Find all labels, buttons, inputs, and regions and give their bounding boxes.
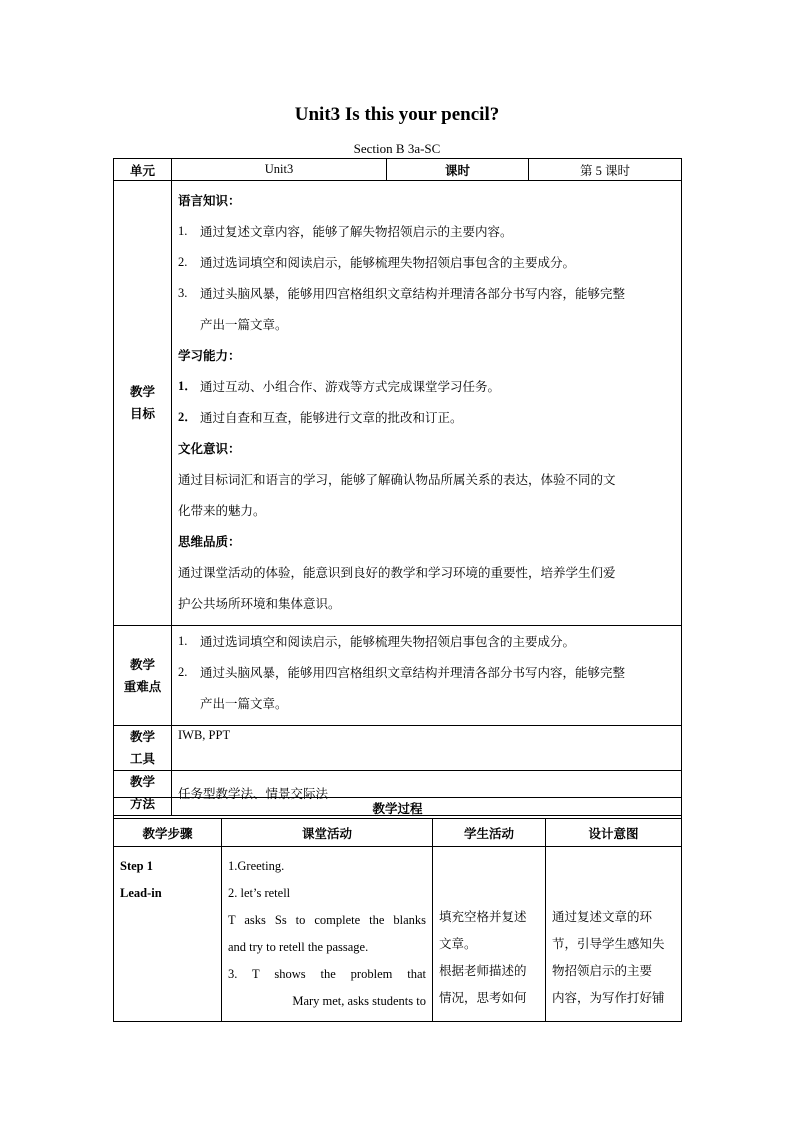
column-student: 学生活动 xyxy=(433,819,546,847)
key-points-label: 教学 重难点 xyxy=(114,626,172,726)
culture-text: 通过目标词汇和语言的学习，能够了解确认物品所属关系的表达，体验不同的文 xyxy=(178,472,616,487)
key-points-content xyxy=(172,626,682,726)
culture-text: 化带来的魅力。 xyxy=(178,503,266,518)
thinking-heading: 思维品质： xyxy=(178,534,241,549)
language-heading: 语言知识： xyxy=(178,193,241,208)
teaching-process-table xyxy=(113,797,682,1022)
tools-value: IWB, PPT xyxy=(172,726,682,771)
ability-heading: 学习能力： xyxy=(178,348,241,363)
column-design: 设计意图 xyxy=(546,819,682,847)
ability-item: 2． 通过自查和互查，能够进行文章的批改和订正。 xyxy=(178,410,463,425)
document-title: Unit3 Is this your pencil? xyxy=(294,104,500,125)
classroom-activity: 1.Greeting. 2. let’s retell T asks Ss to complete the blanks and try to retell the passage. 3. T shows the problem that Mary met, asks students to xyxy=(222,847,433,1022)
thinking-text: 通过课堂活动的体验，能意识到良好的教学和学习环境的重要性，培养学生们爱 xyxy=(178,565,616,580)
document-subtitle: Section B 3a-SC xyxy=(353,141,441,156)
ability-item: 1． 通过互动、小组合作、游戏等方式完成课堂学习任务。 xyxy=(178,379,501,394)
objective-item-continuation: 产出一篇文章。 xyxy=(200,317,288,332)
column-activity: 课堂活动 xyxy=(222,819,433,847)
culture-heading: 文化意识： xyxy=(178,441,241,456)
thinking-text: 护公共场所环境和集体意识。 xyxy=(178,596,341,611)
period-value: 第 5 课时 xyxy=(529,159,682,181)
objective-item: 2. 通过选词填空和阅读启示，能够梳理失物招领启事包含的主要成分。 xyxy=(178,255,576,270)
student-activity: 填充空格并复述 文章。 根据老师描述的 情况，思考如何 xyxy=(433,847,546,1022)
period-label: 课时 xyxy=(387,159,529,181)
unit-label: 单元 xyxy=(114,159,172,181)
methods-label: 教学 方法 xyxy=(114,771,172,816)
objective-item: 1. 通过复述文章内容，能够了解失物招领启示的主要内容。 xyxy=(178,224,513,239)
step-name: Step 1 Lead-in xyxy=(114,847,222,1022)
unit-value: Unit3 xyxy=(172,159,387,181)
objectives-label: 教学 目标 xyxy=(114,181,172,626)
column-step: 教学步骤 xyxy=(114,819,222,847)
objective-item: 3. 通过头脑风暴，能够用四宫格组织文章结构并理清各部分书写内容，能够完整 xyxy=(178,286,626,301)
methods-value: 任务型教学法、情景交际法 xyxy=(172,771,682,816)
key-point-item: 2. 通过头脑风暴，能够用四宫格组织文章结构并理清各部分书写内容，能够完整 xyxy=(178,665,626,680)
design-intent: 通过复述文章的环 节，引导学生感知失 物招领启示的主要 内容，为写作打好铺 xyxy=(546,847,682,1022)
key-point-continuation: 产出一篇文章。 xyxy=(200,696,288,711)
lesson-info-table xyxy=(113,158,682,816)
process-heading: 教学过程 xyxy=(114,798,682,819)
key-point-item: 1. 通过选词填空和阅读启示，能够梳理失物招领启事包含的主要成分。 xyxy=(178,634,576,649)
tools-label: 教学 工具 xyxy=(114,726,172,771)
objectives-content xyxy=(172,181,682,626)
